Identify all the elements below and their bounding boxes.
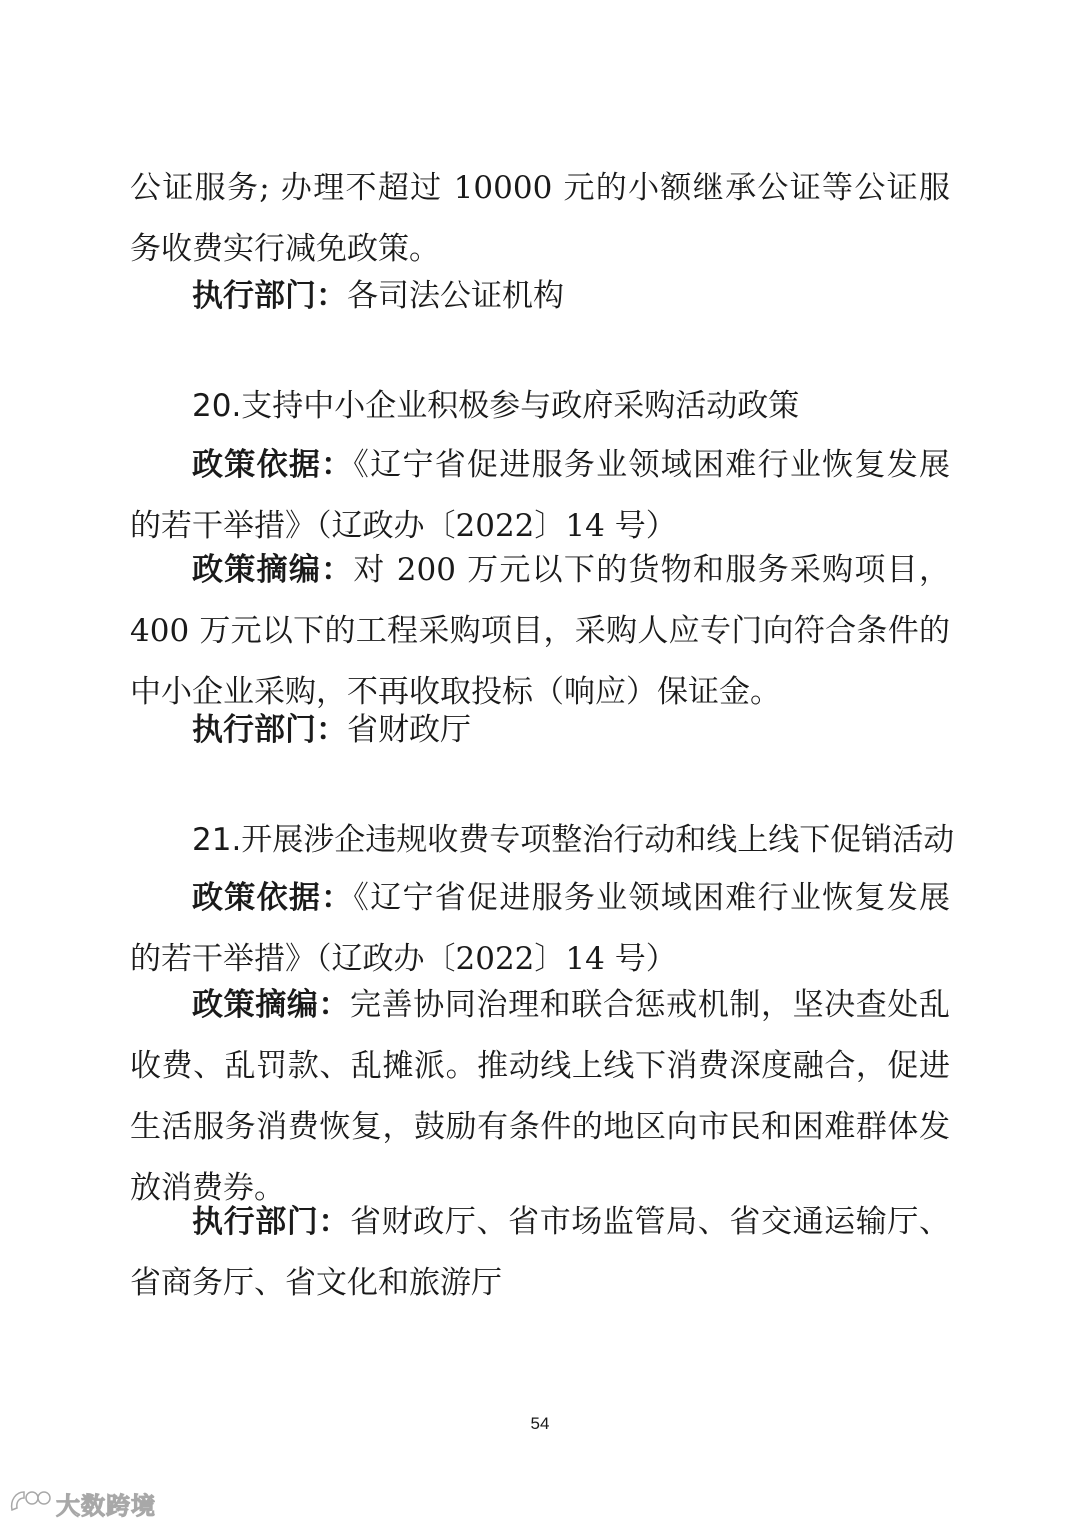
section-20-excerpt [130,540,950,723]
excerpt-label: 政策摘编： [192,987,351,1023]
section-21-heading: 21.开展涉企违规收费专项整治行动和线上线下促销活动 [192,822,955,858]
basis-label: 政策依据： [192,880,354,916]
section-21-basis [130,868,950,990]
watermark-text: 大数跨境 [56,1492,156,1520]
basis-label: 政策依据： [192,447,354,483]
paragraph-notary-continuation: 公证服务; 办理不超过 10000 元的小额继承公证等公证服务收费实行减免政策。 [130,170,950,267]
department-value: 各司法公证机构 [347,278,564,314]
department-value: 省财政厅 [347,712,471,748]
department-label: 执行部门： [192,712,347,748]
excerpt-label: 政策摘编： [192,552,354,588]
section-20-basis [130,435,950,557]
watermark [8,1486,156,1521]
excerpt-value: 完善协同治理和联合惩戒机制，坚决查处乱收费、乱罚款、乱摊派。推动线上线下消费深度融合，促进生活服务消费恢复，鼓励有条件的地区向市民和困难群体发放消费券。 [130,987,951,1206]
page-number: 54 [530,1414,550,1433]
excerpt-value: 对 200 万元以下的货物和服务采购项目，400 万元以下的工程采购项目，采购人应专门向符合条件的中小企业采购，不再收取投标（响应）保证金。 [130,552,950,710]
section-21-department [130,1192,950,1314]
department-value: 省财政厅、省市场监管局、省交通运输厅、省商务厅、省文化和旅游厅 [130,1204,951,1301]
section-21-excerpt [130,975,950,1219]
section-20-heading: 20.支持中小企业积极参与政府采购活动政策 [192,388,800,424]
section-19-department [130,266,950,327]
section-20-department [130,700,950,761]
basis-value: 《辽宁省促进服务业领域困难行业恢复发展的若干举措》（辽政办〔2022〕14 号） [130,880,951,977]
department-label: 执行部门： [192,278,347,314]
watermark-logo-icon [8,1486,52,1521]
basis-value: 《辽宁省促进服务业领域困难行业恢复发展的若干举措》（辽政办〔2022〕14 号） [130,447,951,544]
department-label: 执行部门： [192,1204,351,1240]
